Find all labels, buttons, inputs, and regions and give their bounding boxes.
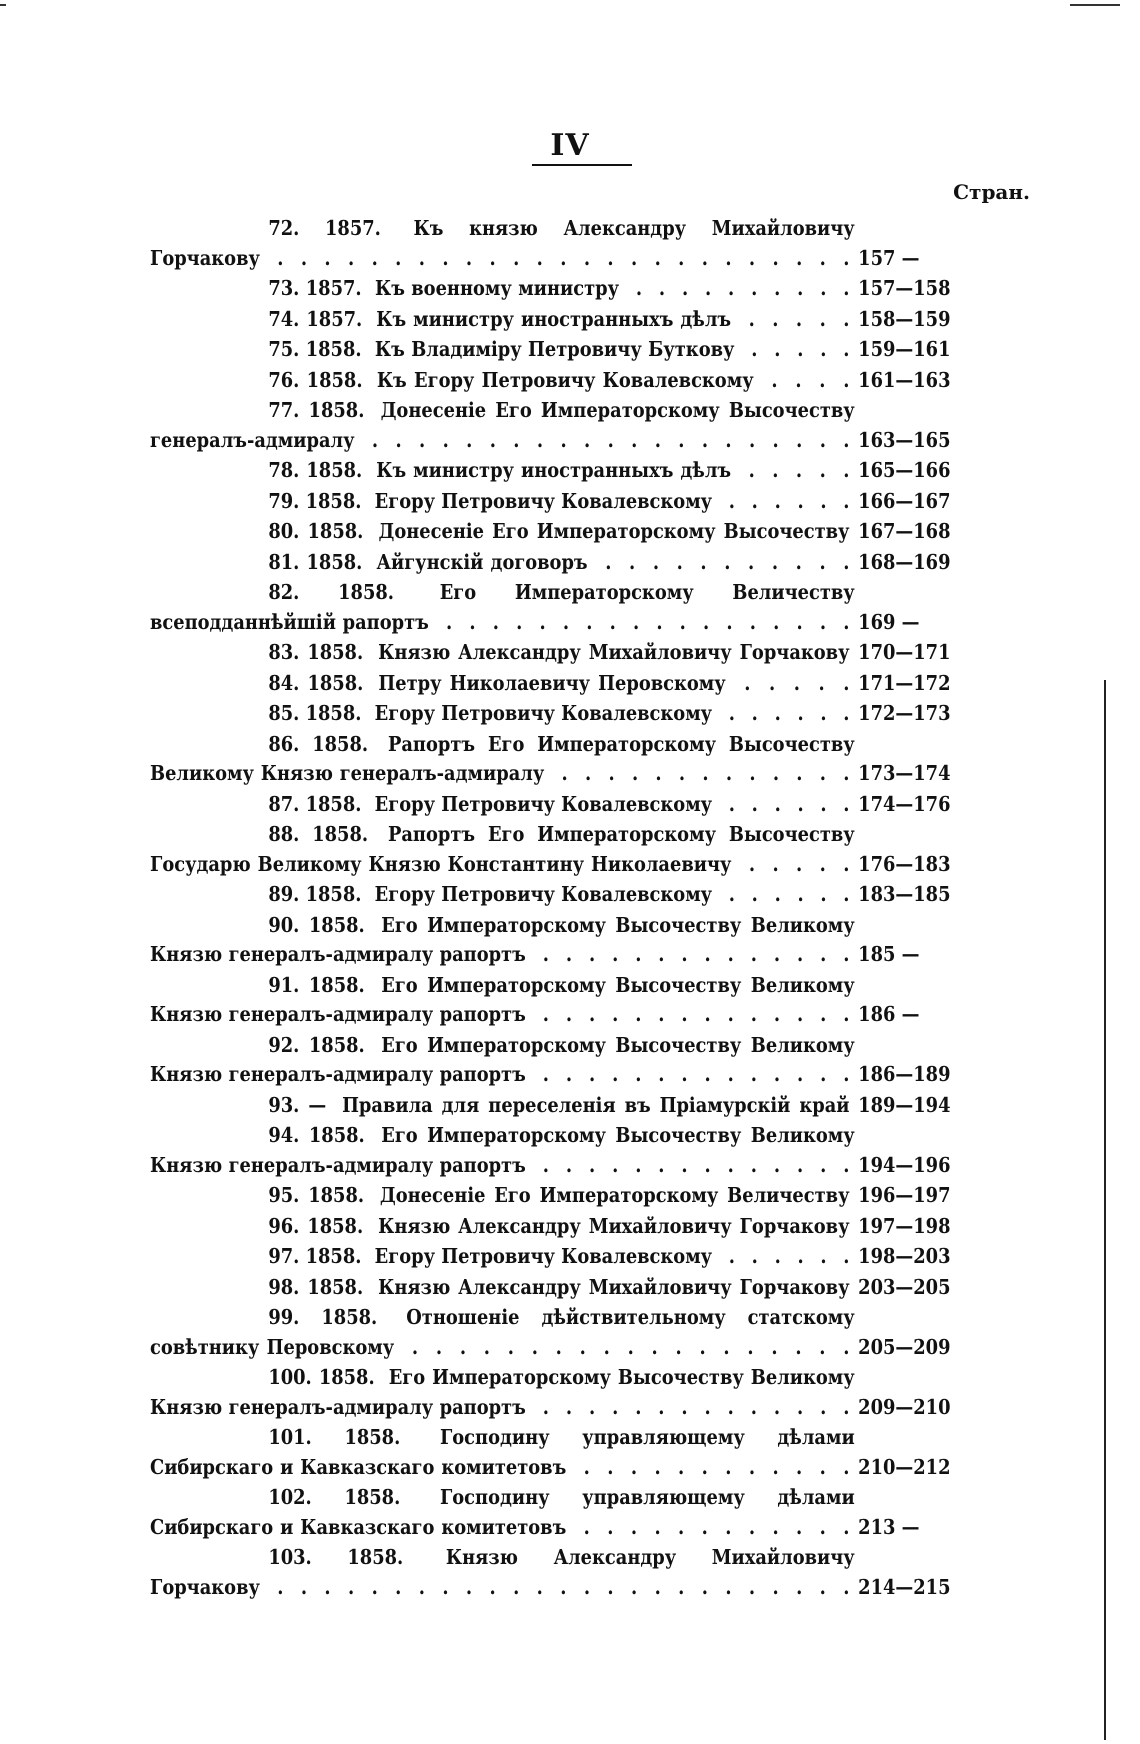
toc-entry-pages: 205—209 bbox=[855, 1333, 1008, 1363]
toc-entry-number: 78. bbox=[268, 458, 300, 482]
toc-entry bbox=[150, 396, 1008, 455]
toc-entry-number: 76. bbox=[268, 367, 300, 392]
toc-entry-title: Его Императорскому Высочеству Великому Князю генералъ-адмиралу рапортъ bbox=[150, 1365, 855, 1419]
toc-entry-title: Его Императорскому Высочеству Великому Князю генералъ-адмиралу рапортъ bbox=[150, 912, 855, 966]
toc-entry-year: 1858. bbox=[307, 519, 364, 543]
toc-entry-number: 94. bbox=[268, 1123, 300, 1147]
toc-entry-year: 1858. bbox=[305, 791, 362, 816]
scan-edge-mark bbox=[0, 4, 6, 6]
toc-entry bbox=[150, 1181, 1008, 1211]
toc-entry-number: 100. bbox=[268, 1365, 312, 1389]
toc-entry-year: 1858. bbox=[305, 701, 362, 725]
toc-entry-year: 1858. bbox=[308, 1183, 365, 1207]
toc-entry-title: Айгунскій договоръ bbox=[376, 550, 592, 574]
toc-entry-number: 98. bbox=[268, 1274, 300, 1299]
toc-entry-year: — bbox=[308, 1092, 327, 1117]
toc-entry bbox=[150, 578, 1008, 637]
toc-entry bbox=[150, 305, 1008, 335]
toc-entry bbox=[150, 730, 1008, 789]
toc-entry-year: 1858. bbox=[321, 1305, 378, 1329]
toc-entry-number: 79. bbox=[268, 488, 300, 513]
toc-entry-pages: 189—194 bbox=[855, 1091, 1008, 1121]
toc-entry-pages: 157—158 bbox=[855, 274, 1008, 304]
toc-entry-year: 1858. bbox=[308, 398, 365, 422]
toc-entry-title: Рапортъ Его Императорскому Высочеству Великому Князю генералъ-адмиралу bbox=[150, 731, 855, 785]
toc-entry-pages: 194—196 bbox=[855, 1151, 1008, 1181]
toc-entry bbox=[150, 911, 1008, 970]
page-number-rule bbox=[532, 164, 632, 166]
toc-entry-pages: 171—172 bbox=[855, 669, 1008, 699]
toc-entry-number: 96. bbox=[268, 1213, 300, 1238]
toc-entry-year: 1857. bbox=[305, 276, 362, 300]
toc-entry bbox=[150, 1031, 1008, 1090]
toc-entry bbox=[150, 880, 1008, 910]
toc-entry-year: 1858. bbox=[307, 1274, 364, 1299]
toc-entry-number: 82. bbox=[268, 580, 300, 604]
toc-entry bbox=[150, 487, 1008, 517]
toc-entry-year: 1858. bbox=[306, 367, 363, 392]
toc-entry-number: 74. bbox=[268, 306, 300, 331]
toc-entry bbox=[150, 820, 1008, 879]
toc-entry-number: 95. bbox=[268, 1183, 300, 1207]
toc-entry bbox=[150, 971, 1008, 1030]
toc-entry-pages: 186—189 bbox=[855, 1060, 1008, 1090]
toc-entry-title: Князю Александру Михайловичу Горчакову bbox=[378, 1214, 855, 1238]
table-of-contents bbox=[150, 214, 951, 1602]
toc-entry bbox=[150, 548, 1008, 578]
toc-entry-title: Петру Николаевичу Перовскому bbox=[378, 671, 730, 695]
toc-entry-year: 1858. bbox=[305, 488, 362, 513]
toc-entry-year: 1857. bbox=[306, 306, 363, 331]
toc-entry-title: Егору Петровичу Ковалевскому bbox=[375, 882, 718, 906]
toc-entry-pages: 197—198 bbox=[855, 1212, 1008, 1242]
toc-entry-title: Къ Владиміру Петровичу Буткову bbox=[375, 337, 740, 361]
toc-entry-number: 89. bbox=[268, 882, 300, 906]
toc-entry-pages: 209—210 bbox=[855, 1393, 1008, 1423]
toc-entry-title: Егору Петровичу Ковалевскому bbox=[375, 1244, 718, 1268]
toc-entry-pages: 163—165 bbox=[855, 426, 1008, 456]
toc-entry bbox=[150, 669, 1008, 699]
toc-entry-title: Донесеніе Его Императорскому Величеству bbox=[380, 1183, 855, 1207]
toc-entry-number: 80. bbox=[268, 519, 300, 543]
toc-entry bbox=[150, 214, 1008, 273]
toc-entry-pages: 157 — bbox=[855, 244, 1008, 274]
toc-entry-title: Егору Петровичу Ковалевскому bbox=[375, 489, 718, 513]
toc-entry-number: 102. bbox=[268, 1485, 312, 1509]
toc-entry-pages: 159—161 bbox=[855, 335, 1008, 365]
toc-entry-year: 1858. bbox=[307, 640, 364, 664]
toc-entry-number: 86. bbox=[268, 731, 300, 756]
toc-entry-year: 1858. bbox=[318, 1365, 375, 1389]
toc-entry-number: 83. bbox=[268, 640, 300, 664]
toc-entry bbox=[150, 1121, 1008, 1180]
toc-entry-number: 101. bbox=[268, 1425, 312, 1449]
toc-entry-title: Господину управляющему дѣлами Сибирскаго и Кавказскаго комитетовъ bbox=[150, 1485, 855, 1539]
toc-entry bbox=[150, 1273, 1008, 1303]
toc-entry-pages: 168—169 bbox=[855, 548, 1008, 578]
toc-entry-pages: 169 — bbox=[855, 608, 1008, 638]
toc-entry-pages: 213 — bbox=[855, 1513, 1008, 1543]
toc-entry bbox=[150, 1212, 1008, 1242]
toc-entry-title: Князю Александру Михайловичу Горчакову bbox=[150, 1545, 855, 1599]
toc-entry-title: Князю Александру Михайловичу Горчакову bbox=[378, 1275, 855, 1299]
toc-entry-pages: 183—185 bbox=[855, 880, 1008, 910]
scan-edge-mark bbox=[1070, 4, 1120, 6]
toc-entry-number: 72. bbox=[268, 216, 300, 240]
toc-entry-title: Къ министру иностранныхъ дѣлъ bbox=[376, 307, 736, 331]
page-number: IV bbox=[550, 128, 590, 163]
toc-entry-pages: 166—167 bbox=[855, 487, 1008, 517]
toc-entry bbox=[150, 1543, 1008, 1602]
toc-entry-title: Его Императорскому Величеству всеподданнѣйшій рапортъ bbox=[150, 580, 855, 634]
toc-entry bbox=[150, 1363, 1008, 1422]
toc-entry-year: 1858. bbox=[347, 1545, 404, 1569]
toc-entry-number: 88. bbox=[268, 822, 300, 846]
toc-entry-title: Правила для переселенія въ Пріамурскій край bbox=[342, 1093, 855, 1117]
toc-entry-title: Къ Егору Петровичу Ковалевскому bbox=[377, 368, 759, 392]
toc-entry bbox=[150, 1091, 1008, 1121]
toc-entry bbox=[150, 335, 1008, 365]
toc-entry-year: 1858. bbox=[338, 580, 394, 604]
toc-entry-pages: 198—203 bbox=[855, 1242, 1008, 1272]
toc-entry-number: 90. bbox=[268, 912, 300, 937]
toc-entry-number: 99. bbox=[268, 1305, 300, 1329]
toc-entry-title: Къ министру иностранныхъ дѣлъ bbox=[376, 458, 736, 482]
toc-entry-number: 93. bbox=[268, 1092, 300, 1117]
toc-entry bbox=[150, 1303, 1008, 1362]
toc-entry-number: 92. bbox=[268, 1032, 300, 1057]
toc-entry-pages: 172—173 bbox=[855, 699, 1008, 729]
toc-entry-pages: 186 — bbox=[855, 1000, 1008, 1030]
toc-entry-year: 1858. bbox=[344, 1425, 401, 1449]
toc-entry-pages: 185 — bbox=[855, 940, 1008, 970]
toc-entry-number: 97. bbox=[268, 1244, 300, 1268]
toc-entry-number: 103. bbox=[268, 1545, 312, 1569]
toc-entry bbox=[150, 699, 1008, 729]
toc-entry bbox=[150, 366, 1008, 396]
toc-entry-year: 1858. bbox=[308, 1032, 365, 1057]
scan-margin-line bbox=[1104, 680, 1106, 1740]
toc-entry-title: Его Императорскому Высочеству Великому Князю генералъ-адмиралу рапортъ bbox=[150, 972, 855, 1026]
toc-entry-year: 1858. bbox=[312, 822, 369, 846]
toc-entry-year: 1858. bbox=[308, 912, 365, 937]
toc-entry-title: Его Императорскому Высочеству Великому Князю генералъ-адмиралу рапортъ bbox=[150, 1032, 855, 1086]
toc-entry-pages: 214—215 bbox=[855, 1573, 1008, 1603]
toc-entry bbox=[150, 517, 1008, 547]
toc-entry-title: Отношеніе дѣйствительному статскому совѣтнику Перовскому bbox=[150, 1305, 855, 1359]
toc-entry-pages: 170—171 bbox=[855, 638, 1008, 668]
toc-entry-title: Рапортъ Его Императорскому Высочеству Государю Великому Князю Константину Николаевичу bbox=[150, 822, 855, 876]
toc-entry-number: 77. bbox=[268, 398, 300, 422]
toc-entry-year: 1858. bbox=[305, 882, 362, 906]
toc-entry-title: Донесеніе Его Императорскому Высочеству генералъ-адмиралу bbox=[150, 398, 855, 452]
toc-entry-number: 85. bbox=[268, 701, 300, 725]
toc-entry-title: Къ военному министру bbox=[375, 276, 624, 300]
toc-entry bbox=[150, 1242, 1008, 1272]
toc-entry bbox=[150, 274, 1008, 304]
pages-column-header: Стран. bbox=[953, 180, 1030, 204]
toc-entry-pages: 176—183 bbox=[855, 850, 1008, 880]
toc-entry-pages: 203—205 bbox=[855, 1273, 1008, 1303]
toc-entry bbox=[150, 790, 1008, 820]
toc-entry-year: 1858. bbox=[312, 731, 369, 756]
toc-entry-pages: 165—166 bbox=[855, 456, 1008, 486]
toc-entry-number: 81. bbox=[268, 549, 300, 574]
toc-entry bbox=[150, 1423, 1008, 1482]
toc-entry-title: Господину управляющему дѣлами Сибирскаго и Кавказскаго комитетовъ bbox=[150, 1425, 855, 1479]
toc-entry-pages: 173—174 bbox=[855, 759, 1008, 789]
toc-entry-title: Его Императорскому Высочеству Великому Князю генералъ-адмиралу рапортъ bbox=[150, 1123, 855, 1177]
toc-entry-title: Донесеніе Его Императорскому Высочеству bbox=[378, 519, 854, 543]
toc-entry-pages: 174—176 bbox=[855, 790, 1008, 820]
toc-entry-year: 1858. bbox=[307, 670, 364, 695]
toc-entry-number: 91. bbox=[268, 972, 300, 997]
toc-entry-title: Къ князю Александру Михайловичу Горчакову bbox=[150, 216, 855, 270]
toc-entry-year: 1857. bbox=[325, 216, 381, 240]
toc-entry-year: 1858. bbox=[307, 1213, 364, 1238]
toc-entry-title: Егору Петровичу Ковалевскому bbox=[375, 792, 718, 816]
toc-entry-year: 1858. bbox=[305, 337, 362, 361]
toc-entry-number: 84. bbox=[268, 670, 300, 695]
toc-entry-year: 1858. bbox=[305, 1244, 362, 1268]
toc-entry-pages: 196—197 bbox=[855, 1181, 1008, 1211]
toc-entry-year: 1858. bbox=[308, 972, 365, 997]
toc-entry-year: 1858. bbox=[306, 458, 363, 482]
toc-entry-number: 75. bbox=[268, 337, 300, 361]
toc-entry bbox=[150, 1483, 1008, 1542]
toc-entry bbox=[150, 456, 1008, 486]
toc-entry-year: 1858. bbox=[306, 549, 363, 574]
toc-entry-pages: 167—168 bbox=[855, 517, 1008, 547]
toc-entry-number: 73. bbox=[268, 276, 300, 300]
toc-entry-title: Егору Петровичу Ковалевскому bbox=[375, 701, 718, 725]
toc-entry-number: 87. bbox=[268, 791, 300, 816]
toc-entry-pages: 158—159 bbox=[855, 305, 1008, 335]
toc-entry bbox=[150, 638, 1008, 668]
toc-entry-year: 1858. bbox=[344, 1485, 401, 1509]
toc-entry-title: Князю Александру Михайловичу Горчакову bbox=[378, 640, 855, 664]
toc-entry-pages: 161—163 bbox=[855, 366, 1008, 396]
toc-entry-pages: 210—212 bbox=[855, 1453, 1008, 1483]
toc-entry-year: 1858. bbox=[308, 1123, 365, 1147]
